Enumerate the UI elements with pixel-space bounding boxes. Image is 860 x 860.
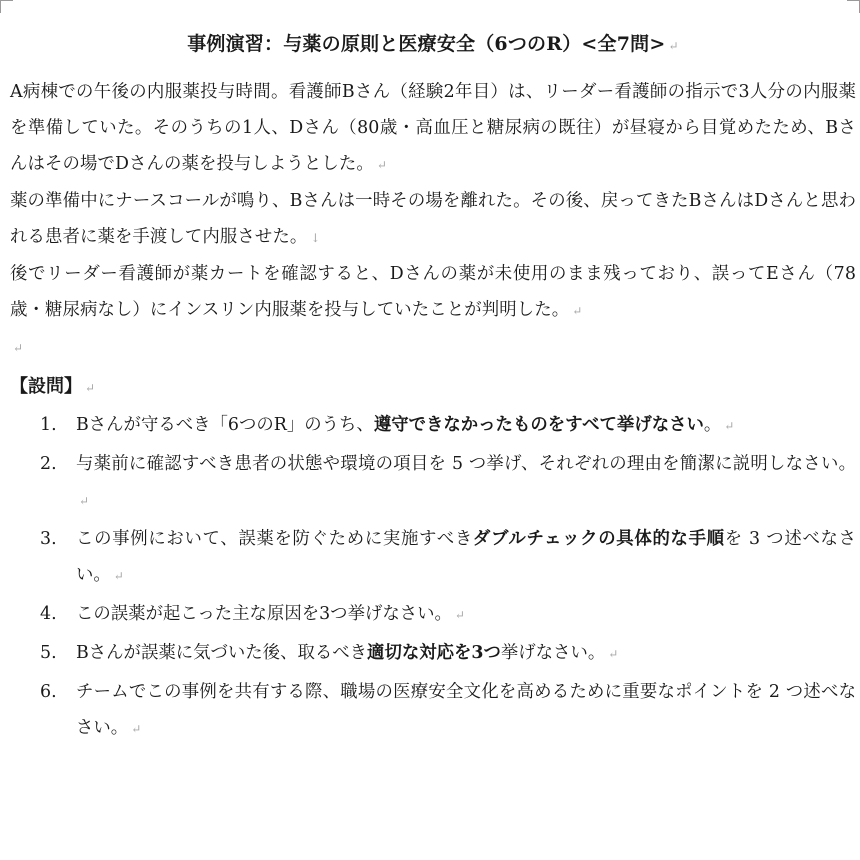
paragraph-mark-icon: ↵ (668, 39, 679, 53)
question-item: 1. Bさんが守るべき「6つのR」のうち、遵守できなかったものをすべて挙げなさい。 ↵ (10, 407, 856, 444)
question-number: 3. (40, 529, 57, 549)
empty-line (10, 329, 856, 365)
question-number: 5. (40, 643, 57, 663)
question-emphasis: 適切な対応を3つ (367, 643, 501, 663)
case-paragraph-3: 後でリーダー看護師が薬カートを確認すると、Dさんの薬が未使用のまま残っており、誤ってEさん（78歳・糖尿病なし）にインスリン内服薬を投与していたことが判明した。 ↵ (10, 264, 856, 320)
question-number: 6. (40, 682, 57, 702)
paragraph-mark-icon: ↵ (724, 419, 735, 433)
paragraph-mark-icon: ↵ (79, 494, 90, 508)
question-item: 4. この誤薬が起こった主な原因を3つ挙げなさい。 ↵ (10, 596, 856, 633)
case-paragraph-2: 薬の準備中にナースコールが鳴り、Bさんは一時その場を離れた。その後、戻ってきたBさんはDさんと思われる患者に薬を手渡して内服させた。 ↓ (10, 191, 856, 247)
page-corner-mark-right (847, 0, 860, 13)
question-number: 1. (40, 415, 57, 435)
case-paragraph-1: A病棟での午後の内服薬投与時間。看護師Bさん（経験2年目）は、リーダー看護師の指示で3人分の内服薬を準備していた。そのうちの1人、Dさん（80歳・高血圧と糖尿病の既往）が昼寝から目覚めたため、Bさんはその場でDさんの薬を投与しようとした。 ↵ (10, 82, 856, 174)
document-page (10, 14, 856, 749)
page-corner-mark-left (0, 0, 13, 13)
question-emphasis: 遵守できなかったものをすべて挙げなさい (373, 415, 704, 435)
paragraph-mark-icon: ↵ (85, 381, 96, 395)
paragraph-mark-icon: ↵ (13, 341, 24, 355)
question-list (10, 407, 856, 747)
question-item: 5. Bさんが誤薬に気づいた後、取るべき適切な対応を3つ挙げなさい。 ↵ (10, 635, 856, 672)
question-emphasis: ダブルチェックの具体的な手順 (472, 529, 725, 549)
questions-heading: 【設問】 ↵ (10, 376, 96, 397)
paragraph-mark-icon: ↵ (376, 158, 388, 172)
document-title: 事例演習：与薬の原則と医療安全（6つのR）<全7問> ↵ (187, 33, 679, 55)
question-number: 2. (40, 454, 57, 474)
paragraph-mark-icon: ↵ (131, 722, 142, 736)
question-number: 4. (40, 604, 57, 624)
question-item: 2. 与薬前に確認すべき患者の状態や環境の項目を 5 つ挙げ、それぞれの理由を簡潔に説明しなさい。↵ (10, 446, 856, 519)
question-item: 6. チームでこの事例を共有する際、職場の医療安全文化を高めるために重要なポイントを 2 つ述べなさい。 ↵ (10, 674, 856, 747)
paragraph-mark-icon: ↵ (608, 647, 619, 661)
paragraph-mark-icon: ↵ (113, 569, 124, 583)
paragraph-mark-icon: ↵ (454, 608, 465, 622)
question-item: 3. この事例において、誤薬を防ぐために実施すべきダブルチェックの具体的な手順を 3 つ述べなさい。 ↵ (10, 521, 856, 594)
line-break-mark-icon: ↓ (310, 231, 321, 245)
paragraph-mark-icon: ↵ (572, 304, 583, 318)
